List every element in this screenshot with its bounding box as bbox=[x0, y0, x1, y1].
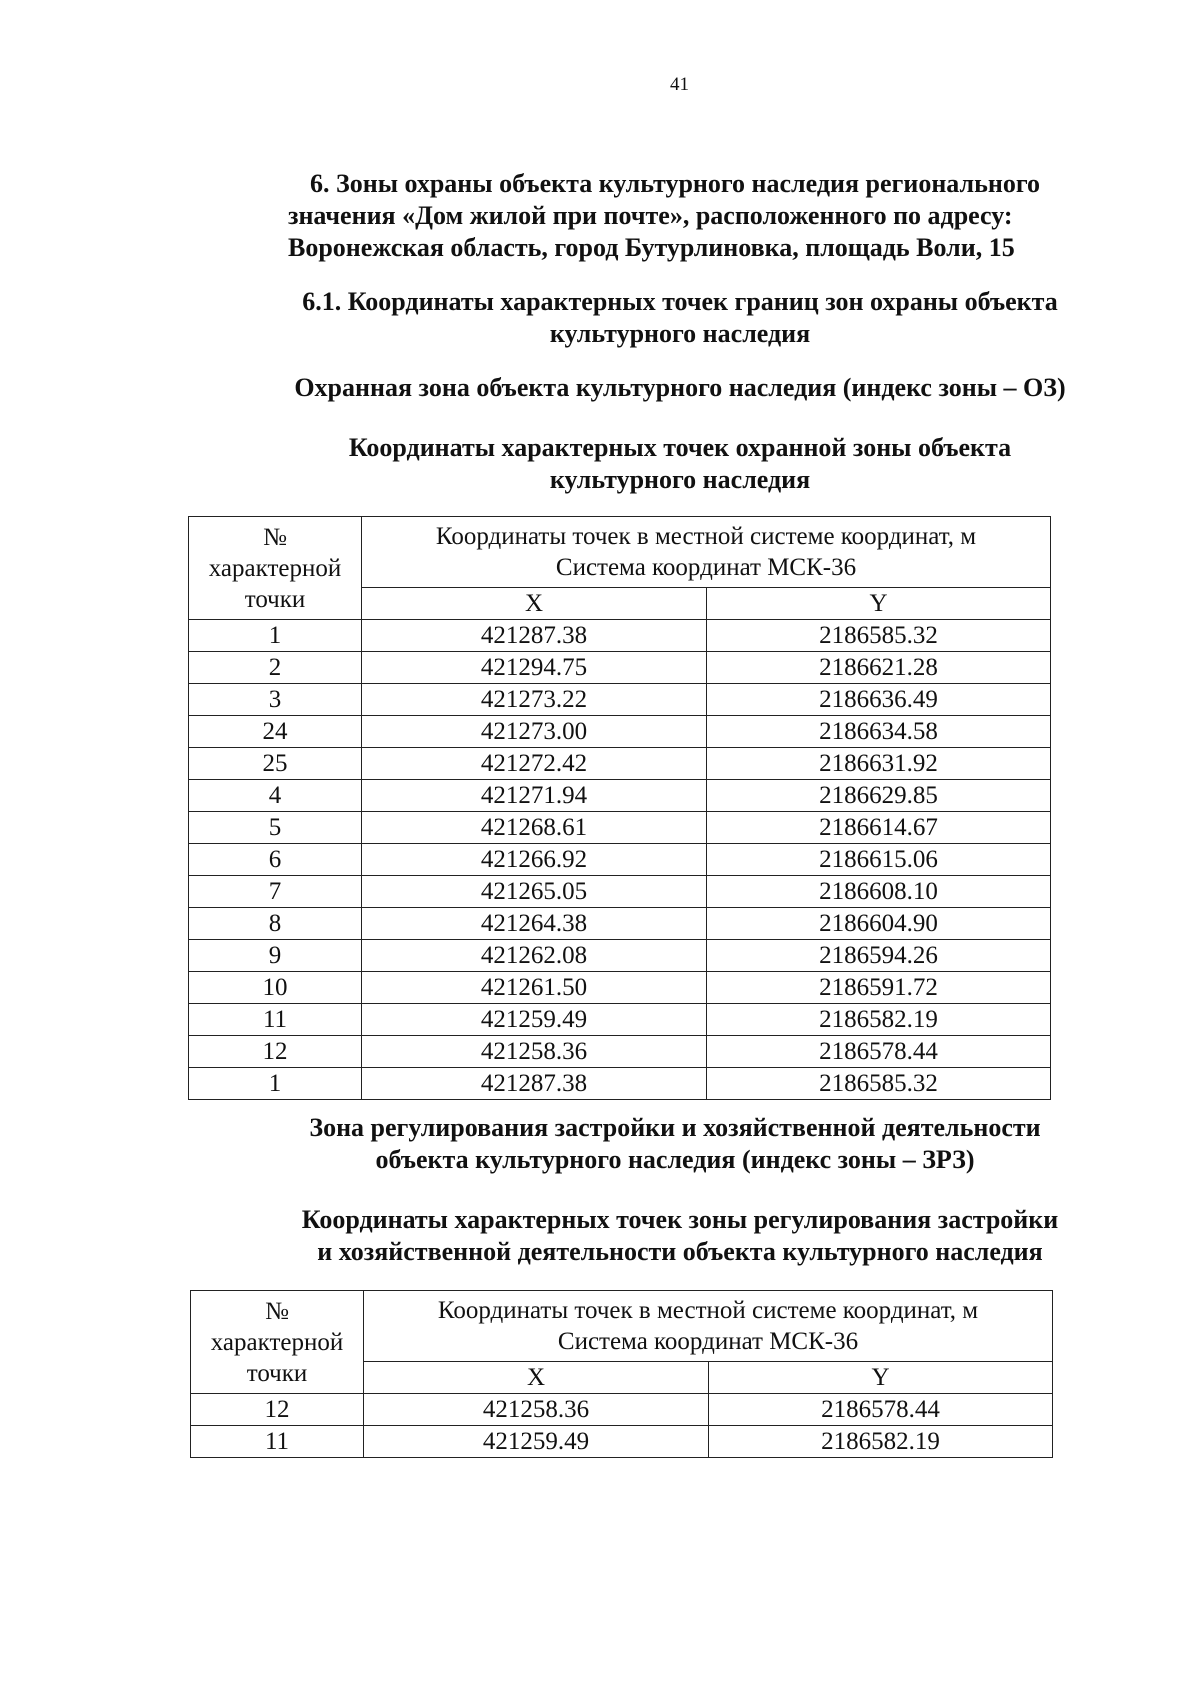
table-row bbox=[189, 780, 1051, 812]
table-row bbox=[189, 1004, 1051, 1036]
cell-y: 2186636.49 bbox=[707, 684, 1051, 716]
table-row bbox=[189, 908, 1051, 940]
cell-x: 421258.36 bbox=[364, 1394, 709, 1426]
y-column-header: Y bbox=[707, 588, 1051, 620]
table-row bbox=[189, 748, 1051, 780]
cell-y: 2186582.19 bbox=[709, 1426, 1053, 1458]
table-row bbox=[189, 652, 1051, 684]
cell-n: 5 bbox=[189, 812, 362, 844]
cell-y: 2186621.28 bbox=[707, 652, 1051, 684]
zrz-coordinates-table bbox=[190, 1290, 1053, 1458]
section-title bbox=[250, 168, 1100, 264]
cell-x: 421266.92 bbox=[362, 844, 707, 876]
table-row bbox=[189, 940, 1051, 972]
cell-y: 2186582.19 bbox=[707, 1004, 1051, 1036]
cell-n: 7 bbox=[189, 876, 362, 908]
table-row bbox=[191, 1426, 1053, 1458]
cell-y: 2186629.85 bbox=[707, 780, 1051, 812]
oz-table-title-line: культурного наследия bbox=[549, 465, 811, 494]
cell-n: 24 bbox=[189, 716, 362, 748]
cell-n: 6 bbox=[189, 844, 362, 876]
cell-n: 11 bbox=[191, 1426, 364, 1458]
cell-x: 421287.38 bbox=[362, 1068, 707, 1100]
oz-zone-title: Охранная зона объекта культурного наследия (индекс зоны – ОЗ) bbox=[294, 373, 1066, 402]
zrz-zone-title-line: Зона регулирования застройки и хозяйственной деятельности bbox=[309, 1113, 1041, 1142]
coordinate-system-header: Координаты точек в местной системе координат, м Система координат МСК-36 bbox=[364, 1291, 1053, 1362]
cell-y: 2186634.58 bbox=[707, 716, 1051, 748]
cell-x: 421261.50 bbox=[362, 972, 707, 1004]
cell-n: 8 bbox=[189, 908, 362, 940]
zrz-table-title-line: и хозяйственной деятельности объекта культурного наследия bbox=[317, 1237, 1043, 1266]
table-row bbox=[189, 684, 1051, 716]
cell-x: 421258.36 bbox=[362, 1036, 707, 1068]
cell-x: 421264.38 bbox=[362, 908, 707, 940]
oz-table-title bbox=[240, 432, 1120, 496]
table-row bbox=[189, 1036, 1051, 1068]
table-row bbox=[189, 716, 1051, 748]
cell-y: 2186615.06 bbox=[707, 844, 1051, 876]
zrz-table-title bbox=[240, 1204, 1120, 1268]
cell-y: 2186585.32 bbox=[707, 620, 1051, 652]
x-column-header: X bbox=[362, 588, 707, 620]
cell-n: 11 bbox=[189, 1004, 362, 1036]
cell-y: 2186578.44 bbox=[707, 1036, 1051, 1068]
coordinate-system-header: Координаты точек в местной системе координат, м Система координат МСК-36 bbox=[362, 517, 1051, 588]
subsection-title-line: 6.1. Координаты характерных точек границ зон охраны объекта bbox=[302, 287, 1058, 316]
cell-n: 3 bbox=[189, 684, 362, 716]
cell-n: 12 bbox=[189, 1036, 362, 1068]
x-column-header: X bbox=[364, 1362, 709, 1394]
cell-x: 421271.94 bbox=[362, 780, 707, 812]
cell-x: 421273.00 bbox=[362, 716, 707, 748]
cell-x: 421272.42 bbox=[362, 748, 707, 780]
cell-n: 4 bbox=[189, 780, 362, 812]
cell-x: 421262.08 bbox=[362, 940, 707, 972]
cell-y: 2186585.32 bbox=[707, 1068, 1051, 1100]
table-row bbox=[191, 1394, 1053, 1426]
cell-y: 2186591.72 bbox=[707, 972, 1051, 1004]
num-column-header: № характерной точки bbox=[191, 1291, 364, 1394]
cell-n: 1 bbox=[189, 1068, 362, 1100]
table-row bbox=[189, 812, 1051, 844]
zrz-table-title-line: Координаты характерных точек зоны регулирования застройки bbox=[301, 1205, 1059, 1234]
cell-n: 1 bbox=[189, 620, 362, 652]
section-title-line: 6. Зоны охраны объекта культурного наследия регионального bbox=[309, 169, 1041, 198]
cell-x: 421294.75 bbox=[362, 652, 707, 684]
table-row bbox=[189, 876, 1051, 908]
cell-n: 2 bbox=[189, 652, 362, 684]
section-title-line: значения «Дом жилой при почте», расположенного по адресу: bbox=[288, 201, 1013, 230]
cell-y: 2186631.92 bbox=[707, 748, 1051, 780]
cell-x: 421259.49 bbox=[364, 1426, 709, 1458]
oz-table-title-line: Координаты характерных точек охранной зоны объекта bbox=[348, 433, 1012, 462]
zrz-zone-title bbox=[250, 1112, 1100, 1176]
cell-n: 25 bbox=[189, 748, 362, 780]
cell-x: 421265.05 bbox=[362, 876, 707, 908]
cell-y: 2186604.90 bbox=[707, 908, 1051, 940]
cell-n: 12 bbox=[191, 1394, 364, 1426]
cell-y: 2186578.44 bbox=[709, 1394, 1053, 1426]
cell-y: 2186614.67 bbox=[707, 812, 1051, 844]
zrz-zone-title-line: объекта культурного наследия (индекс зоны – ЗРЗ) bbox=[375, 1145, 975, 1174]
cell-n: 9 bbox=[189, 940, 362, 972]
num-column-header: № характерной точки bbox=[189, 517, 362, 620]
cell-y: 2186594.26 bbox=[707, 940, 1051, 972]
y-column-header: Y bbox=[709, 1362, 1053, 1394]
cell-x: 421268.61 bbox=[362, 812, 707, 844]
cell-x: 421273.22 bbox=[362, 684, 707, 716]
cell-x: 421287.38 bbox=[362, 620, 707, 652]
subsection-title-line: культурного наследия bbox=[549, 319, 811, 348]
table-row bbox=[189, 844, 1051, 876]
cell-n: 10 bbox=[189, 972, 362, 1004]
subsection-title bbox=[240, 286, 1120, 350]
oz-coordinates-table bbox=[188, 516, 1051, 1100]
table-row bbox=[189, 1068, 1051, 1100]
cell-y: 2186608.10 bbox=[707, 876, 1051, 908]
cell-x: 421259.49 bbox=[362, 1004, 707, 1036]
table-row bbox=[189, 972, 1051, 1004]
table-row bbox=[189, 620, 1051, 652]
section-title-line: Воронежская область, город Бутурлиновка, площадь Воли, 15 bbox=[288, 233, 1015, 262]
